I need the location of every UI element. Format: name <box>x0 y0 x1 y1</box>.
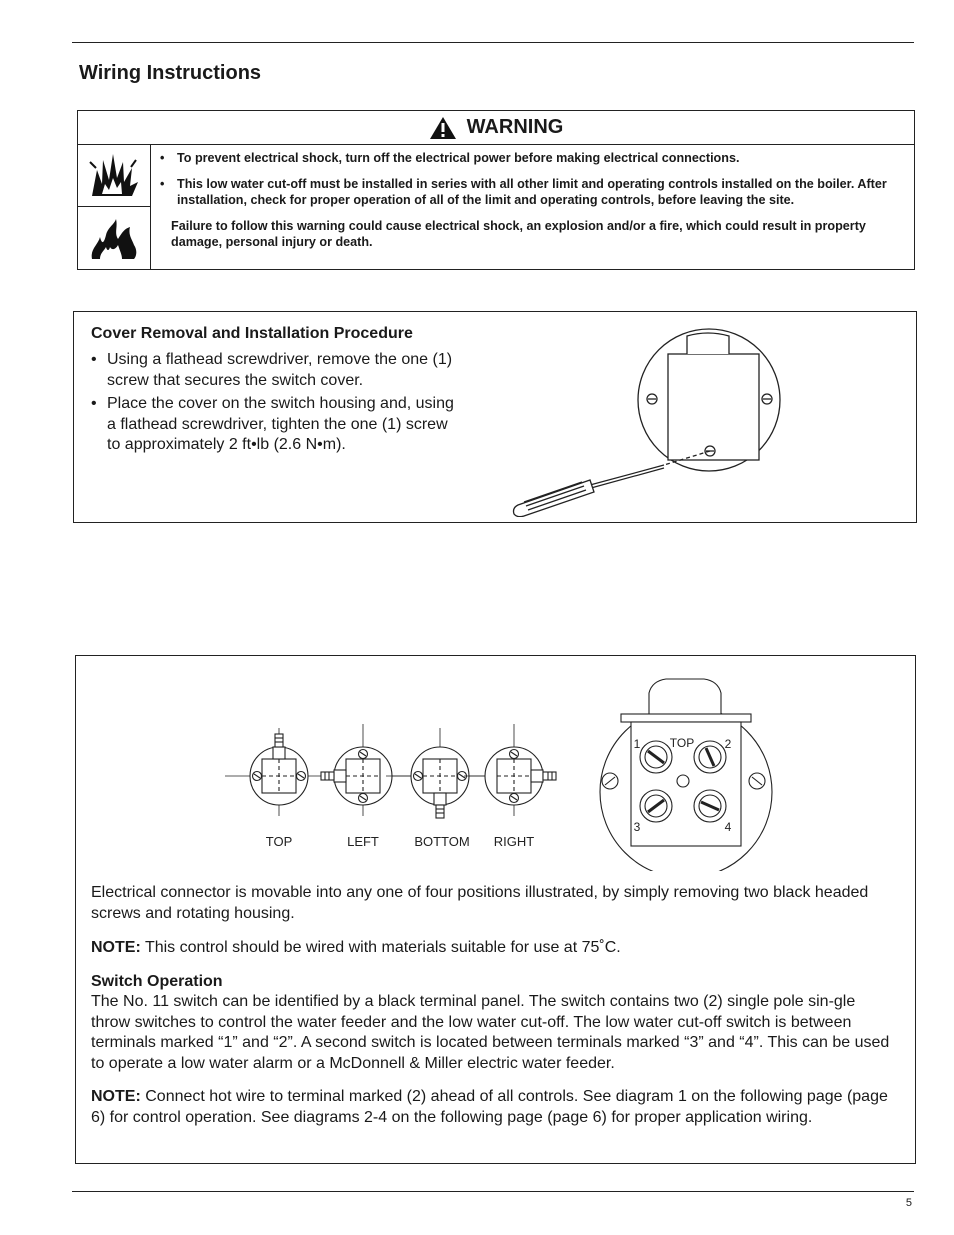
bottom-rule <box>72 1191 914 1192</box>
terminal-screw-2 <box>694 741 726 773</box>
switch-operation-heading: Switch Operation <box>91 973 223 990</box>
cover-procedure-box <box>73 311 917 523</box>
position-bottom <box>386 728 490 818</box>
warning-triangle-icon <box>429 116 457 140</box>
terminal-label-3: 3 <box>633 820 641 834</box>
switch-cover <box>668 354 759 460</box>
warning-bullet: • This low water cut-off must be installed in series with all other limit and operating controls installed on the boiler. After installation, check for proper operation of all of the limit and operating controls, before leaving the site. <box>158 176 896 208</box>
position-right <box>464 724 556 816</box>
note-wiring <box>91 1087 897 1128</box>
screwdriver <box>514 465 665 517</box>
warning-box <box>77 110 915 270</box>
note-label: NOTE: <box>91 939 141 956</box>
note-text: Connect hot wire to terminal marked (2) ahead of all controls. See diagram 1 on the following page (page 6) for control operation. See diagrams 2-4 on the following page (page 6) for proper application wiring. <box>91 1088 888 1126</box>
cover-removal-illustration <box>504 322 864 517</box>
note-label: NOTE: <box>91 1088 141 1105</box>
top-rule <box>72 42 914 43</box>
label-left: LEFT <box>347 834 379 849</box>
explosion-icon-cell <box>78 144 150 206</box>
label-right: RIGHT <box>493 834 535 849</box>
position-left <box>321 724 417 816</box>
terminal-screw-4 <box>694 790 726 822</box>
label-top: TOP <box>265 834 293 849</box>
note-temperature <box>91 938 897 959</box>
panel-top-label: TOP <box>669 736 695 750</box>
cover-step: • Place the cover on the switch housing and, using a flathead screwdriver, tighten the one (1) screw to approximately 2 ft•lb (2.6 N•m). <box>91 394 461 456</box>
cover-procedure-steps <box>91 350 461 459</box>
label-bottom: BOTTOM <box>414 834 470 849</box>
terminal-screw-1 <box>640 741 672 773</box>
switch-operation-text: The No. 11 switch can be identified by a black terminal panel. The switch contains two (2) single pole sin-gle throw switches to control the water feeder and the low water cut-off. The low water cut-off switch is between terminals marked “1” and “2”. A second switch is located between terminals marked “3” and “4”. This can be used to operate a low water alarm or a McDonnell & Miller electric water feeder. <box>91 993 890 1072</box>
note-text: This control should be wired with materials suitable for use at 75˚C. <box>144 939 621 956</box>
connector-positions-diagram <box>216 671 776 871</box>
cover-procedure-title: Cover Removal and Installation Procedure <box>91 325 413 342</box>
warning-failure-text: Failure to follow this warning could cause electrical shock, an explosion and/or a fire, which could result in property damage, personal injury or death. <box>171 219 866 249</box>
terminal-label-2: 2 <box>724 737 732 751</box>
page-number: 5 <box>905 1197 912 1209</box>
warning-icons <box>78 144 151 269</box>
terminal-label-4: 4 <box>724 820 732 834</box>
terminal-panel-diagram <box>600 679 772 871</box>
terminal-label-1: 1 <box>633 737 641 751</box>
connector-box <box>75 655 916 1164</box>
warning-bullet: • To prevent electrical shock, turn off the electrical power before making electrical connections. <box>158 150 896 166</box>
page-title: Wiring Instructions <box>79 62 262 84</box>
position-top <box>225 728 333 816</box>
explosion-icon <box>88 152 140 198</box>
connector-movable-text: Electrical connector is movable into any one of four positions illustrated, by simply removing two black headed screws and rotating housing. <box>91 884 869 922</box>
fire-icon <box>88 215 140 261</box>
warning-bullet-list <box>158 150 896 208</box>
terminal-screw-3 <box>640 790 672 822</box>
fire-icon-cell <box>78 206 150 269</box>
warning-heading: WARNING <box>466 116 564 138</box>
warning-body <box>158 150 896 250</box>
warning-header <box>78 111 914 145</box>
cover-step: • Using a flathead screwdriver, remove the one (1) screw that secures the switch cover. <box>91 350 461 391</box>
